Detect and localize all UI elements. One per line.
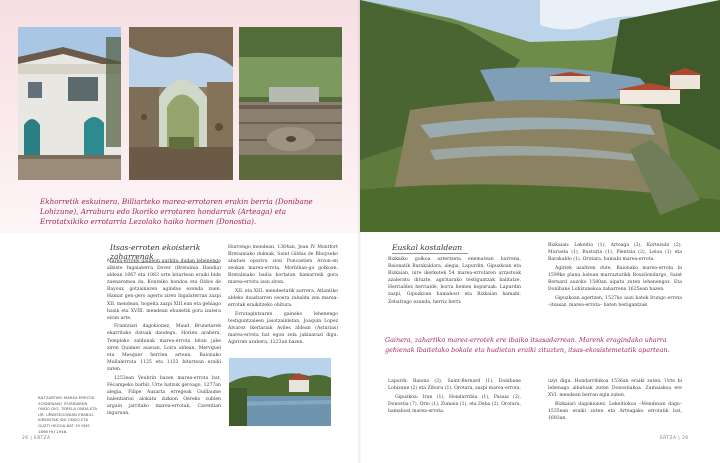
photo-white-mill-building bbox=[18, 27, 121, 180]
paragraph: 1253ean Veubrin bazen marea-errota bat, Fécampeko barbil. Urte batzuk geroago, 1277an alegia, Filipe Ausarta erregeak Guillaume balentiarioi alokatu zizkion Oereko zubien argain jarritako marea-errotak, Caventian inguruan. bbox=[107, 375, 221, 416]
right-column-4 bbox=[548, 378, 682, 424]
right-column-2 bbox=[548, 242, 682, 310]
paragraph: uzyi digu. Hondarribikoa 1536an eraiki zuten. Urte bi lehenago aibatuak zuten Donostiakoa. Zumaiakoa ere XVI. mendean berran egin zuten. bbox=[548, 379, 682, 399]
folio-right: ERTZA | 29 bbox=[660, 436, 689, 441]
paragraph: Bizkaiko golkoa aztertzeta enematean hurrena, Baionatik Barakaldora, alegia, Lapurdin, Gipuzkoan eta Bizkaian, nire ikerketek 54 marea-errotaren arrastoak azaleratu dituzte, agiritarako testiguntzak balitatze. Herrialdez herrialde, horra hemen kopuruak: Lapurdin zazpi, Gipuzkoan hamahost eta Bizkaian hamabi. Zebatrago ezanda, herriz herri: bbox=[388, 257, 521, 305]
pull-quote: Gainera, zahartiko marea-errotek ere ibaiko itsasadarrean. Marenk eragindako uharra gehienak lbaitetako bokale eta hudietan eraiki zituzten, itsas-ekosistemetatik apartean. bbox=[385, 336, 670, 354]
paragraph: Agiriek azaltzen dute, Baionako marea-errota bi 1599ko planu batean marraztatikk Bouzilondargo, Saint Bernard auzoko 1580an aipatu zuten lehenengoz. Eta Donibane Lohizunekoa zaharrena 1625ean bazen. bbox=[548, 265, 682, 293]
photo-millstone-wall bbox=[239, 27, 342, 180]
section-title-left: Itsas-erroten ekoisterik zaharrenak bbox=[110, 243, 220, 263]
side-photo-caption: BILTZARTIKO MAREA ERROTA SOSNENAKO ITURRIAREN ONDO DIO, TERELA ONDA ETA UR. URWISEGONIAN ERABILI. KIRKINTAK IDU ONDO ETA GUZTI HEGOA BAT 35 KMS 1898 HU 1946. bbox=[38, 395, 98, 434]
left-column-1 bbox=[107, 258, 221, 419]
right-page bbox=[360, 0, 720, 463]
paragraph: Frantziari dagokionez, Maud Brunetarek ekarritako datuak daudegu. Horien arabera, Templeko zaldunak marea-errota bitan jabe ziren Quimier auzoan, Loira aldean, Mervquel eta Mesquer herrien artean. Baionako Mullalerrota 1125 eta 1133 bitartean eraiki zuten. bbox=[107, 324, 221, 372]
folio-left: 26 | ERTZA bbox=[22, 436, 51, 441]
paragraph: Lapurdi: Baiona (3), Saint-Bernard (1), Donibane Lohizune (2) eta Ziburu (1). Orotara, zazpi marea-errota. bbox=[388, 379, 521, 392]
left-column-2 bbox=[228, 244, 338, 348]
photo-stone-arch-ruins bbox=[129, 27, 233, 180]
right-column-1 bbox=[388, 256, 521, 307]
paragraph: Gipuzkoa: Irun (1), Hondarribia (1), Pasaia (2), Donostia (7), Orio (1), Zumaia (1), eta Deba (2). Orotara, hamabost marea-errota. bbox=[388, 394, 521, 414]
paragraph: Bizkaiari dagokionez, Lekeitiokoa –Mendexan dago– 1535ean eraiki zuten eta Arteagako errotatik bat, 1683an. bbox=[548, 401, 682, 421]
photo-estuary-landscape bbox=[360, 0, 720, 232]
paragraph: Marea-errotei gaineon aurkitu dudan lehenengo albiste Ingalaterra Dover (Bretainia Handia) aldean 1067 eta 1083 urte bitartean eraiki bide zuenaremea da. Konteiko hondoa eta Oldos de Bayoux gotzainaren agindus ezonda zuen. Hamar gen-gero agertu ziren Ingalaterran zazpi XII. mendean, hogeita zazpi XIII.ean eta gehiago hasik eta XVIII. mendean ehunetik gora izatera eiran arte. bbox=[107, 259, 221, 321]
paragraph: Gipuzkoan agertzen, 1527ko auzi batek Irungo errota –itsasaz, marea-errota– baten testigantzak bbox=[548, 295, 682, 308]
photo-river-mill bbox=[229, 358, 331, 426]
right-column-3 bbox=[388, 378, 521, 416]
paragraph: Bizkaian: Lekeitio (1), Arteaga (3), Kortezubi (2), Murueta (1), Busturia (1), Plentzia (2), Leioa (1) eta Barakaldo (1). Orotara, hamabi marea-errota. bbox=[548, 243, 682, 263]
section-title-right: Euskal kostaldean bbox=[392, 243, 468, 254]
photo-caption: Ekhorretik eskuinera, Billiarteko marea-errotaren erakin berria (Donibane Lohizune), Arraburu edo Ikoriko errotaren hondarrak (Arteaga) eta Errotatxikiko errotarria Lezolako haiko hormen (Donostia). bbox=[40, 197, 313, 226]
paragraph: Errotagintzaren gaineko lehenengo testiguntzaleen jasotzaildetan, Joaquin Lopez Alvarez ikerlariak Aviles aldean (Asturias) marea-errota bat egon zela jakinarazi digu. Agiriren arabera, 1223an bazen. bbox=[228, 311, 338, 346]
paragraph: XII. eta XIII. mendeetatik aurrera, Atlantiko aldeko itsasbarren osoera zabaldu zen marea-errotak eraikitzeko ohitura. bbox=[228, 289, 338, 309]
paragraph: Hurrengo mendean, 1364an, Jean IV Montfort Bretainiako dukeak, Saint Gildas de Rhuyseko abatuei opariru zion Poncastien Arzon-en zeukan marea-errota, Morbihan-go golkoan. Bretainiako badia hortatan hamarreik gora marea-errota izan ziren. bbox=[228, 245, 338, 286]
spread-gutter bbox=[358, 0, 362, 463]
